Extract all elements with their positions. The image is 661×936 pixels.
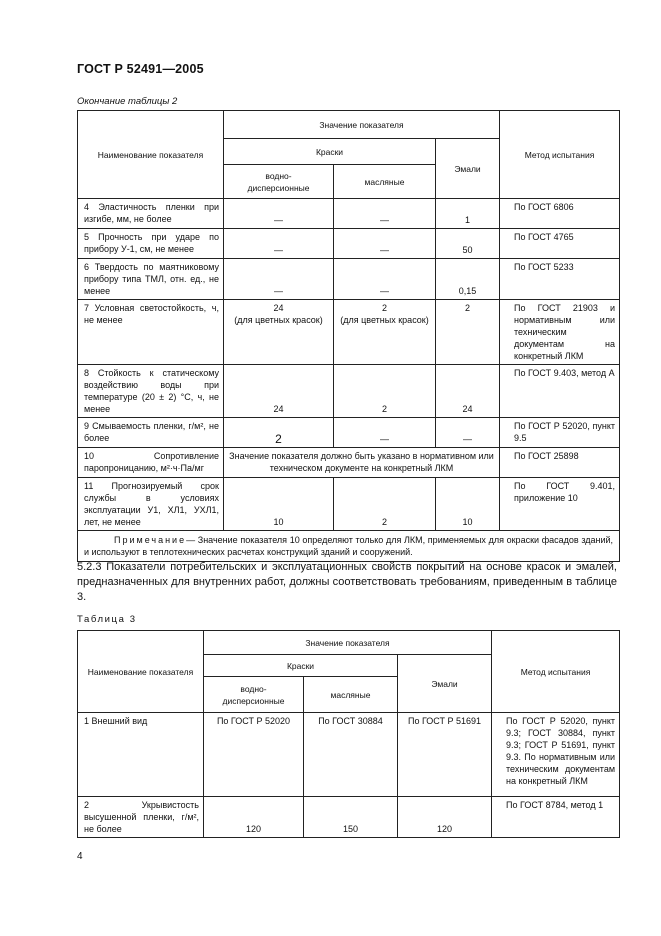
table-3 — [77, 630, 620, 838]
header-enamel: Эмали — [436, 139, 500, 199]
table-row: 11 Прогнозируемый срок службы в условиях эксплуатации У1, ХЛ1, УХЛ1, лет, не менее 10 2 10 По ГОСТ 9.401, приложение 10 — [78, 478, 620, 531]
header-oil: масляные — [304, 677, 398, 713]
header-enamel: Эмали — [398, 655, 492, 713]
header-water: водно- дисперсионные — [224, 165, 334, 199]
table-row: 4 Эластичность пленки при изгибе, мм, не более — — 1 По ГОСТ 6806 — [78, 199, 620, 229]
header-paints: Краски — [204, 655, 398, 677]
table2-caption: Окончание таблицы 2 — [77, 96, 178, 107]
table-row: 10 Сопротивление паропроницанию, м²·ч·Па/мг Значение показателя должно быть указано в нормативном или техническом документе на конкретный ЛКМ По ГОСТ 25898 — [78, 448, 620, 478]
header-method: Метод испытания — [500, 111, 620, 199]
header-value: Значение показателя — [204, 631, 492, 655]
header-water: водно- дисперсионные — [204, 677, 304, 713]
table-row: 5 Прочность при ударе по прибору У-1, см, не менее — — 50 По ГОСТ 4765 — [78, 229, 620, 259]
table-row: 2 Укрывистость высушенной пленки, г/м², не более 120 150 120 По ГОСТ 8784, метод 1 — [78, 797, 620, 838]
table-2 — [77, 110, 620, 562]
table-row: 8 Стойкость к статическому воздействию воды при температуре (20 ± 2) °С, ч, не менее 24 2 24 По ГОСТ 9.403, метод А — [78, 365, 620, 418]
header-name: Наименование показателя — [78, 631, 204, 713]
header-value: Значение показателя — [224, 111, 500, 139]
header-oil: масляные — [334, 165, 436, 199]
document-header: ГОСТ Р 52491—2005 — [77, 62, 204, 76]
note-label: Примечание — [114, 535, 187, 545]
header-name: Наименование показателя — [78, 111, 224, 199]
header-paints: Краски — [224, 139, 436, 165]
table-row: 6 Твердость по маятниковому прибору типа ТМЛ, отн. ед., не менее — — 0,15 По ГОСТ 5233 — [78, 259, 620, 300]
paragraph-5-2-3: 5.2.3 Показатели потребительских и эксплуатационных свойств покрытий на основе красок и эмалей, предназначенных для внутренних работ, должны соответствовать требованиям, приведенным в таблице 3. — [77, 561, 617, 603]
table-row: 1 Внешний вид По ГОСТ Р 52020 По ГОСТ 30884 По ГОСТ Р 51691 По ГОСТ Р 52020, пункт 9.3; ГОСТ 30884, пункт 9.3; ГОСТ Р 51691, пункт 9.3. По нормативным или техническим документам на конкретный ЛКМ — [78, 713, 620, 797]
note-text: — Значение показателя 10 определяют только для ЛКМ, применяемых для окраски фасадов зданий, и используют в теплотехнических расчетах конструкций зданий и сооружений. — [84, 535, 614, 557]
table-note-row — [78, 531, 620, 562]
page-number: 4 — [77, 851, 83, 862]
table-row: 9 Смываемость пленки, г/м², не более 2 — — По ГОСТ Р 52020, пункт 9.5 — [78, 418, 620, 448]
table-row: 7 Условная светостойкость, ч, не менее 24 (для цветных красок) 2 (для цветных красок) 2 По ГОСТ 21903 и нормативным или техническим документам на конкретный ЛКМ — [78, 300, 620, 365]
table3-caption: Таблица 3 — [77, 614, 137, 625]
header-method: Метод испытания — [492, 631, 620, 713]
merged-value: Значение показателя должно быть указано в нормативном или техническом документе на конкретный ЛКМ — [224, 448, 500, 478]
